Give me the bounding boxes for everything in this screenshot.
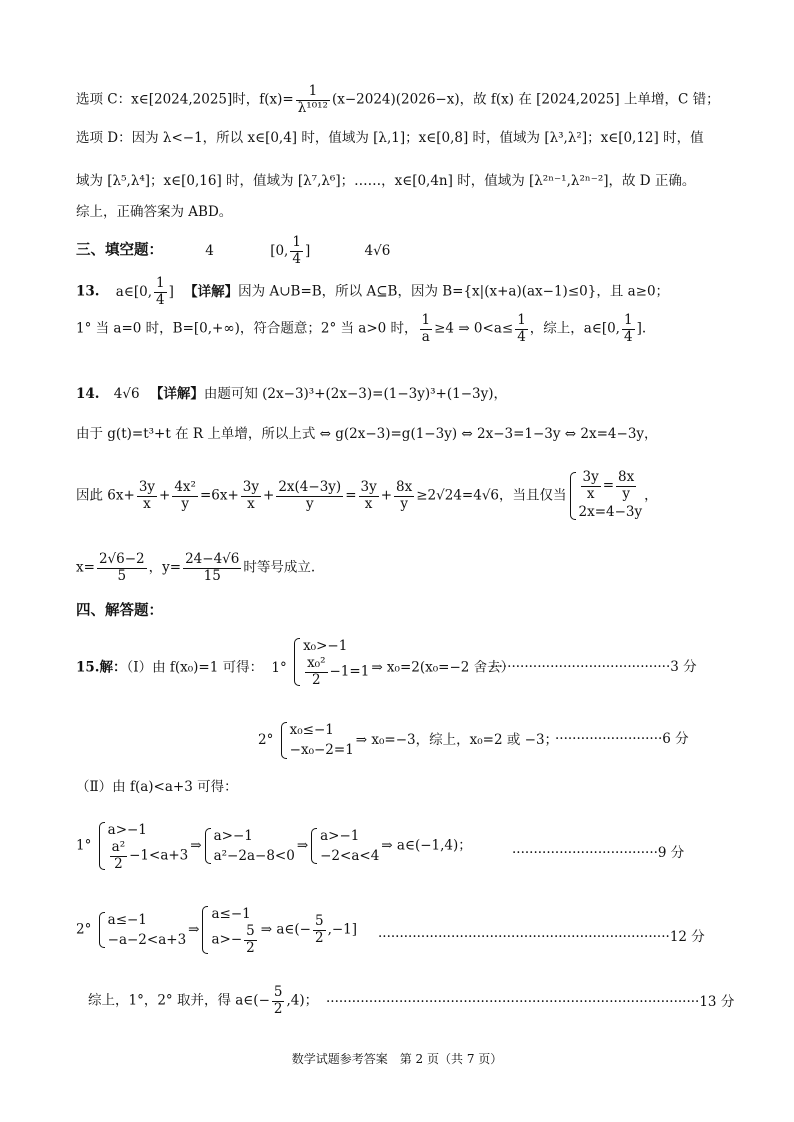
answer-12: 4	[205, 242, 214, 259]
score-line-2: ·························6 分	[555, 731, 689, 747]
q15-part-2-case-2: 2° a≤−1 −a−2<a+3 ⇒ a≤−1 a>− $\frac{5}{2}$ ⇒ a∈(− $\frac{5}{2}$ ,−1]	[76, 906, 358, 956]
q15-part-2-intro: （Ⅱ）由 f(a)<a+3 可得：	[76, 779, 238, 795]
q15-part-1-case-1: 15.解：（Ⅰ）由 f(x₀)=1 可得： 1° x₀>−1 $\frac{\text{x₀²}}{2}$ −1=1 ⇒ x₀=2(x₀=−2 舍去）	[76, 638, 515, 688]
q15-conclusion: 综上，1°，2° 取并，得 a∈(− $\frac{5}{2}$ ,4)；	[88, 984, 319, 1017]
score-line-3: ··································9 分	[512, 845, 685, 861]
q14-line-1: 14. 4√6 【详解】由题可知 (2x−3)³+(2x−3)=(1−3y)³+(1−3y)，	[76, 386, 507, 402]
option-d-summary: 综上，正确答案为 ABD。	[76, 204, 233, 220]
q14-line-4: x= $\frac{2√6-2}{5}$ ，y= $\frac{24-4√6}{15}$ 时等号成立.	[76, 551, 316, 584]
score-line-4: ····································································12 分	[378, 929, 705, 945]
option-c-line: 选项 C：x∈[2024,2025]时，f(x)= $\frac{1}{\text{λ¹⁰¹²}}$ (x−2024)(2026−x)，故 f(x) 在 [2024,2025] 上单增，C 错；	[76, 83, 720, 116]
page-footer: 数学试题参考答案 第 2 页（共 7 页）	[291, 1052, 503, 1066]
section-4-heading: 四、解答题：	[76, 603, 163, 619]
option-d-line-2: 域为 [λ⁵,λ⁴]；x∈[0,16] 时，值域为 [λ⁷,λ⁶]；……，x∈[0,4n] 时，值域为 [λ²ⁿ⁻¹,λ²ⁿ⁻²]，故 D 正确。	[76, 173, 696, 189]
answer-13: [0, $\frac{1}{4}$ ]	[270, 234, 311, 267]
q14-line-3: 因此 6x+ $\frac{3y}{x}$ + $\frac{\text{4x²}}{y}$ =6x+ $\frac{3y}{x}$ + $\frac{2x(4-3y)}{y}$ = $\frac{3y}{x}$ + $\frac{8x}{y}$ ≥2√24=4√6，当且仅当 $\frac{3y}{x}$ = $\frac{8x}{y}$ 2x=4−3y ，	[76, 470, 658, 522]
fraction: $\frac{1}{\text{λ¹⁰¹²}}$	[297, 83, 328, 116]
equation-system: $\frac{3y}{x}$ = $\frac{8x}{y}$ 2x=4−3y	[569, 470, 643, 522]
section-3-heading: 三、填空题： 4 [0, $\frac{1}{4}$ ] 4√6	[76, 234, 391, 267]
score-line-1: ··········································3 分	[490, 659, 697, 675]
q13-line-1: 13. a∈[0, $\frac{1}{4}$ ] 【详解】因为 A∪B=B，所以 A⊆B，因为 B={x|(x+a)(ax−1)≤0}，且 a≥0；	[76, 275, 670, 308]
q14-line-2: 由于 g(t)=t³+t 在 R 上单增，所以上式 ⇔ g(2x−3)=g(1−3y) ⇔ 2x−3=1−3y ⇔ 2x=4−3y，	[76, 426, 658, 442]
q13-line-2: 1° 当 a=0 时，B=[0,+∞)，符合题意；2° 当 a>0 时， $\frac{1}{a}$ ≥4 ⇒ 0<a≤ $\frac{1}{4}$ ，综上，a∈[0, $\frac{1}{4}$ ].	[76, 312, 647, 345]
answer-14: 4√6	[364, 242, 391, 259]
score-line-5: ·······················································································13 分	[326, 994, 735, 1010]
q15-part-2-case-1: 1° a>−1 $\frac{\text{a²}}{2}$ −1<a+3 ⇒ a>−1 a²−2a−8<0 ⇒ a>−1 −2<a<4 ⇒ a∈(−1,4)；	[76, 822, 472, 872]
option-d-line-1: 选项 D：因为 λ<−1，所以 x∈[0,4] 时，值域为 [λ,1]；x∈[0,8] 时，值域为 [λ³,λ²]；x∈[0,12] 时，值	[76, 130, 704, 146]
q15-part-1-case-2: 2° x₀≤−1 −x₀−2=1 ⇒ x₀=−3，综上，x₀=2 或 −3；	[258, 720, 558, 761]
